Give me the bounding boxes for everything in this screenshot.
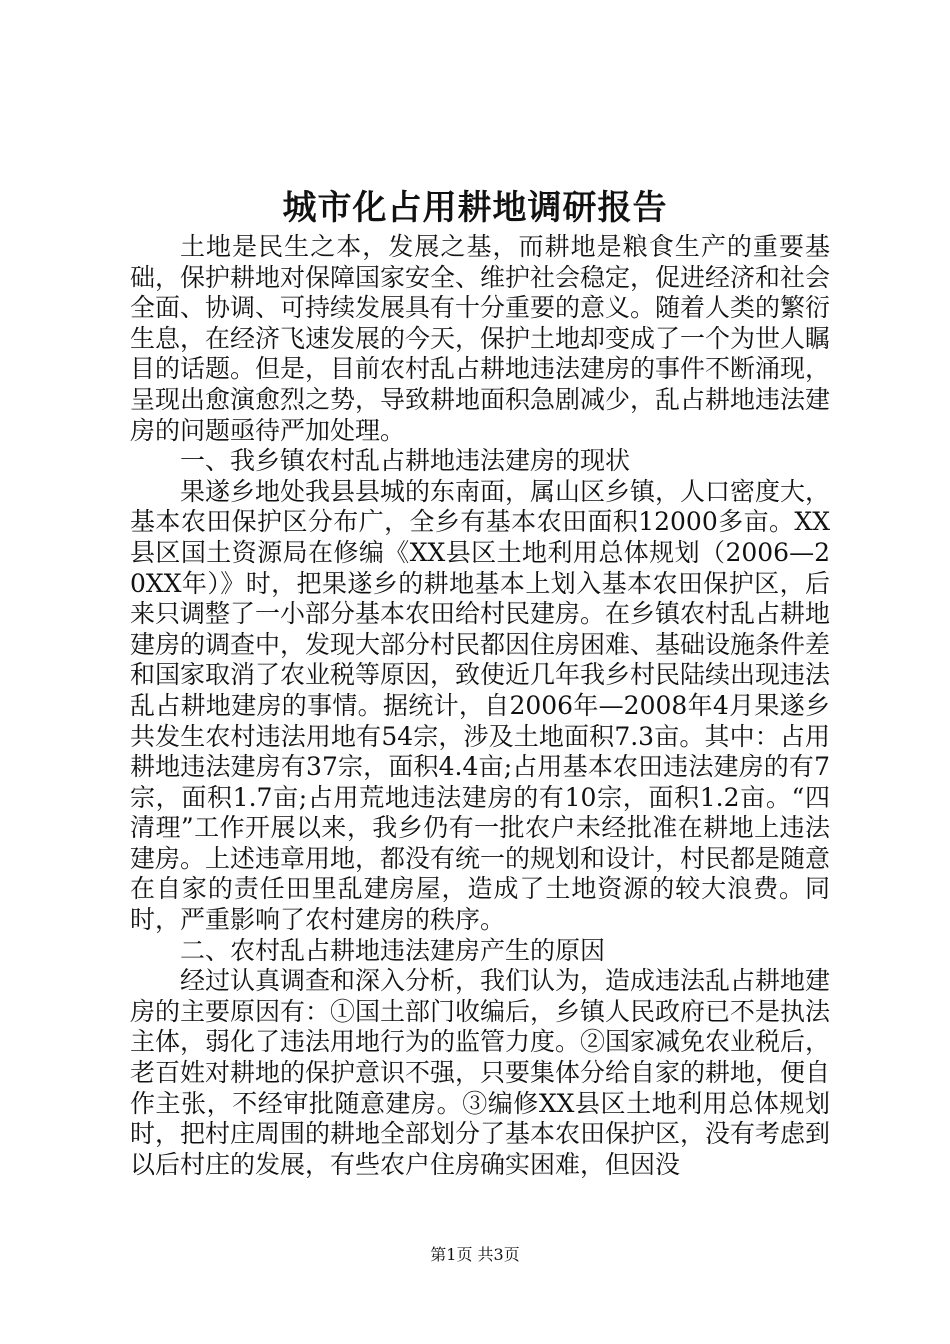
page-footer: 第1页 共3页 [430,1245,520,1264]
document-body [130,232,830,1180]
paragraph-status: 果遂乡地处我县县城的东南面，属山区乡镇，人口密度大，基本农田保护区分布广，全乡有基本农田面积12000多亩。XX县区国土资源局在修编《XX县区土地利用总体规划（2006—20XX年）》时，把果遂乡的耕地基本上划入基本农田保护区，后来只调整了一小部分基本农田给村民建房。在乡镇农村乱占耕地建房的调查中，发现大部分村民都因住房困难、基础设施条件差和国家取消了农业税等原因，致使近几年我乡村民陆续出现违法乱占耕地建房的事情。据统计，自2006年—2008年4月果遂乡共发生农村违法用地有54宗，涉及土地面积7.3亩。其中：占用耕地违法建房有37宗，面积4.4亩;占用基本农田违法建房的有7宗，面积1.7亩;占用荒地违法建房的有10宗，面积1.2亩。“四清理”工作开展以来，我乡仍有一批农户未经批准在耕地上违法建房。上述违章用地，都没有统一的规划和设计，村民都是随意在自家的责任田里乱建房屋，造成了土地资源的较大浪费。同时，严重影响了农村建房的秩序。 [130,476,831,935]
paragraph-intro: 土地是民生之本，发展之基，而耕地是粮食生产的重要基础，保护耕地对保障国家安全、维护社会稳定，促进经济和社会全面、协调、可持续发展具有十分重要的意义。随着人类的繁衍生息，在经济飞速发展的今天，保护土地却变成了一个为世人瞩目的话题。但是，目前农村乱占耕地违法建房的事件不断涌现，呈现出愈演愈烈之势，导致耕地面积急剧减少，乱占耕地违法建房的问题亟待严加处理。 [130,232,831,445]
section-heading-1: 一、我乡镇农村乱占耕地违法建房的现状 [180,446,631,476]
document-title: 城市化占用耕地调研报告 [282,188,668,228]
paragraph-causes: 经过认真调查和深入分析，我们认为，造成违法乱占耕地建房的主要原因有：①国土部门收编后，乡镇人民政府已不是执法主体，弱化了违法用地行为的监管力度。②国家减免农业税后，老百姓对耕地的保护意识不强，只要集体分给自家的耕地，便自作主张，不经审批随意建房。③编修XX县区土地利用总体规划时，把村庄周围的耕地全部划分了基本农田保护区，没有考虑到以后村庄的发展，有些农户住房确实困难，但因没 [130,966,831,1179]
section-heading-2: 二、农村乱占耕地违法建房产生的原因 [180,935,606,965]
